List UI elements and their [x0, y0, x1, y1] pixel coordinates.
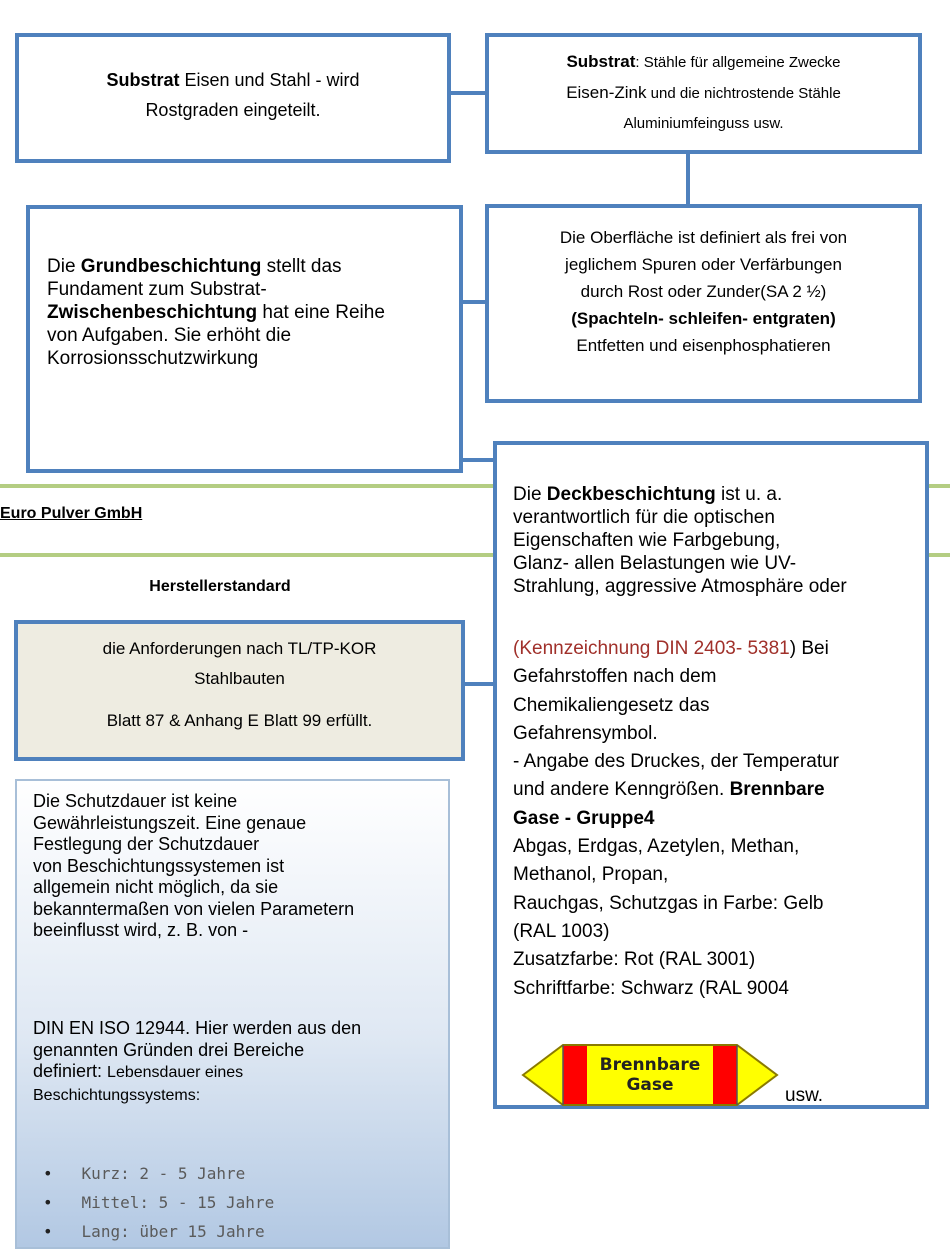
protection-q2: genannten Gründen drei Bereiche — [33, 1039, 305, 1060]
topcoat-bold: Deckbeschichtung — [546, 484, 716, 505]
protection-q3b: Lebensdauer eines — [107, 1064, 244, 1081]
topcoat-l4: Glanz- allen Belastungen wie UV- — [513, 553, 797, 574]
standard-l3: Blatt 87 & Anhang E Blatt 99 erfüllt. — [106, 711, 373, 730]
topcoat-l1c: ist u. a. — [715, 484, 783, 505]
topcoat-m13: Schriftfarbe: Schwarz (RAL 9004 — [513, 977, 789, 999]
connector-5-7 — [463, 682, 495, 686]
topcoat-m6b: Brennbare — [729, 779, 825, 801]
protection-p1: Die Schutzdauer ist keine — [33, 791, 238, 811]
sign-red-band-right — [713, 1046, 737, 1104]
protection-p7: beeinflusst wird, z. B. von - — [33, 920, 249, 940]
sign-usw: usw. — [785, 1085, 824, 1106]
substrate-box — [15, 33, 451, 163]
primer-bold2: Zwischenbeschichtung — [47, 302, 258, 323]
standard-text — [18, 634, 461, 736]
surface-l4-bold: Spachteln- schleifen- entgraten — [576, 309, 831, 328]
protection-p2: Gewährleistungszeit. Eine genaue — [33, 812, 307, 833]
substrate-text — [19, 65, 447, 125]
protection-q1: DIN EN ISO 12944. Hier werden aus den — [33, 1018, 362, 1038]
primer-p2: stellt das — [261, 256, 342, 277]
topcoat-l1a: Die — [513, 484, 547, 505]
primer-l2: Fundament zum Substrat- — [47, 279, 267, 300]
connector-1-2 — [449, 91, 487, 95]
topcoat-m9: Methanol, Propan, — [513, 864, 669, 886]
topcoat-m12: Zusatzfarbe: Rot (RAL 3001) — [513, 949, 756, 971]
sign-text-line1: Brennbare — [599, 1055, 701, 1075]
company-name: Euro Pulver GmbH — [0, 505, 143, 522]
substrate-bold: Substrat — [106, 70, 180, 90]
primer-l5: Korrosionsschutzwirkung — [47, 348, 259, 369]
protection-duration-box — [15, 779, 450, 1249]
substrate-steel-line3: Aluminiumfeinguss usw. — [623, 115, 784, 132]
substrate-steel-bold: Substrat — [566, 52, 636, 71]
topcoat-m1c: ) Bei — [789, 638, 829, 659]
duration-item-medium: • Mittel: 5 - 15 Jahre — [43, 1193, 275, 1212]
topcoat-m11: (RAL 1003) — [513, 920, 610, 942]
duration-item-long-text: Lang: über 15 Jahre — [81, 1222, 265, 1241]
surface-paren-open: ( — [571, 309, 577, 328]
topcoat-l3: Eigenschaften wie Farbgebung, — [513, 530, 781, 551]
substrate-steel-eisenzink: Eisen-Zink — [566, 83, 647, 102]
substrate-steel-text — [489, 47, 918, 139]
surface-l3: durch Rost oder Zunder(SA 2 ½) — [580, 282, 827, 301]
surface-l1: Die Oberfläche ist definiert als frei von — [559, 228, 848, 247]
topcoat-m1a: ( — [513, 638, 520, 659]
sign-red-band-left — [563, 1046, 587, 1104]
substrate-rest: Eisen und Stahl - wird — [179, 70, 360, 90]
primer-box — [26, 205, 463, 473]
standard-box — [14, 620, 465, 761]
primer-p1: Die — [47, 256, 81, 277]
protection-p5: allgemein nicht möglich, da sie — [33, 877, 279, 897]
protection-p6: bekanntermaßen von vielen Parametern — [33, 898, 355, 919]
standard-l2: Stahlbauten — [194, 669, 285, 688]
topcoat-m3: Chemikaliengesetz das — [513, 694, 710, 716]
topcoat-m10: Rauchgas, Schutzgas in Farbe: Gelb — [513, 892, 824, 914]
surface-l2: jeglichem Spuren oder Verfärbungen — [565, 255, 842, 274]
substrate-steel-line2: und die nichtrostende Stähle — [646, 85, 841, 102]
surface-text — [489, 224, 918, 359]
connector-3-7 — [461, 458, 495, 462]
flammable-gas-sign — [521, 1043, 779, 1107]
topcoat-din-ref: Kennzeichnung DIN 2403- 5381 — [519, 638, 790, 659]
standard-l1: die Anforderungen nach TL/TP-KOR — [102, 639, 377, 658]
duration-item-short-text: Kurz: 2 - 5 Jahre — [81, 1164, 246, 1183]
topcoat-l5: Strahlung, aggressive Atmosphäre oder — [513, 576, 847, 597]
topcoat-m5: - Angabe des Druckes, der Temperatur — [513, 751, 839, 773]
topcoat-m2: Gefahrstoffen nach dem — [513, 666, 717, 688]
topcoat-m8: Abgas, Erdgas, Azetylen, Methan, — [513, 836, 800, 858]
topcoat-text-2 — [513, 635, 929, 1003]
sign-text-line2: Gase — [626, 1075, 674, 1095]
topcoat-text-1 — [513, 483, 929, 598]
duration-item-medium-text: Mittel: 5 - 15 Jahre — [81, 1193, 275, 1212]
protection-p3: Festlegung der Schutzdauer — [33, 834, 260, 854]
duration-list — [43, 1159, 274, 1246]
protection-p4: von Beschichtungssystemen ist — [33, 855, 285, 876]
connector-3-4 — [461, 300, 487, 304]
standard-title: Herstellerstandard — [149, 578, 291, 595]
protection-q4: Beschichtungssystems: — [33, 1086, 201, 1104]
surface-paren-close: ) — [830, 309, 836, 328]
topcoat-m6a: und andere Kenngrößen. — [513, 779, 730, 801]
duration-item-long: • Lang: über 15 Jahre — [43, 1222, 265, 1241]
topcoat-box — [493, 441, 929, 1109]
topcoat-l2: verantwortlich für die optischen — [513, 507, 775, 528]
topcoat-m4: Gefahrensymbol. — [513, 722, 658, 744]
substrate-steel-rest: : Stähle für allgemeine Zwecke — [635, 54, 841, 71]
substrate-line2: Rostgraden eingeteilt. — [145, 100, 321, 120]
primer-p3: hat eine Reihe — [257, 302, 385, 323]
primer-bold1: Grundbeschichtung — [80, 256, 262, 277]
protection-text-1 — [33, 791, 448, 942]
substrate-steel-box — [485, 33, 922, 154]
surface-box — [485, 204, 922, 403]
connector-2-4 — [686, 153, 690, 207]
topcoat-m7: Gase - Gruppe4 — [513, 807, 655, 829]
surface-l5: Entfetten und eisenphosphatieren — [576, 336, 831, 355]
primer-text — [47, 255, 457, 370]
protection-text-2 — [33, 1018, 453, 1106]
protection-q3a: definiert: — [33, 1061, 108, 1081]
duration-item-short: • Kurz: 2 - 5 Jahre — [43, 1164, 246, 1183]
primer-l4: von Aufgaben. Sie erhöht die — [47, 325, 292, 346]
